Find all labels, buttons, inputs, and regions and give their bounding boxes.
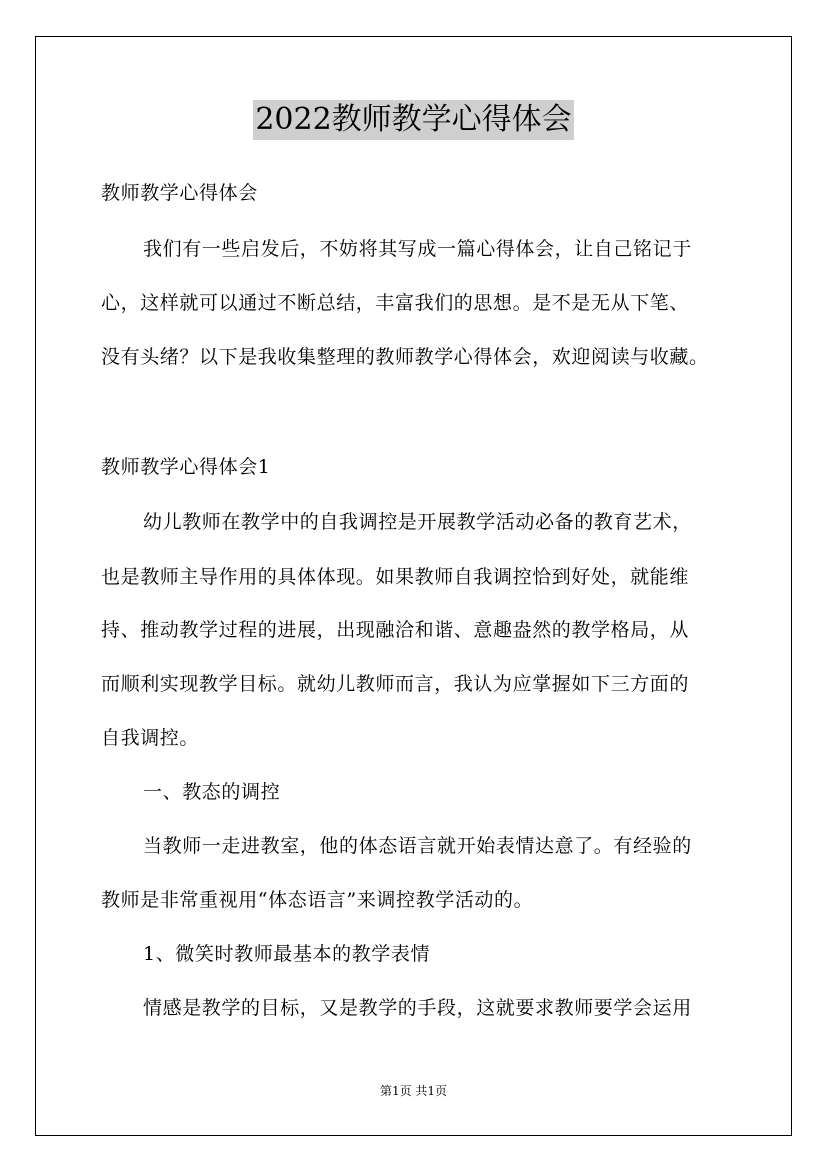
paragraph-line: 持、推动教学过程的进展，出现融洽和谐、意趣盎然的教学格局，从: [101, 619, 690, 641]
subsection-heading: 一、教态的调控: [143, 781, 281, 803]
paragraph-line: 心，这样就可以通过不断总结，丰富我们的思想。是不是无从下笔、: [101, 292, 690, 314]
paragraph-line: 也是教师主导作用的具体体现。如果教师自我调控恰到好处，就能维: [101, 566, 690, 588]
paragraph-line: 当教师一走进教室，他的体态语言就开始表情达意了。有经验的: [143, 835, 692, 857]
paragraph-line: 幼儿教师在教学中的自我调控是开展教学活动必备的教育艺术，: [143, 511, 692, 533]
document-title: 2022教师教学心得体会: [253, 100, 573, 140]
paragraph-line: 情感是教学的目标，又是教学的手段，这就要求教师要学会运用: [143, 997, 692, 1019]
title-container: [0, 100, 827, 140]
paragraph-line: 没有头绪？以下是我收集整理的教师教学心得体会，欢迎阅读与收藏。: [101, 346, 709, 368]
subtitle-line: 教师教学心得体会: [101, 182, 258, 204]
page-footer: 第1页 共1页: [379, 1084, 448, 1098]
paragraph-line: 教师是非常重视用“体态语言”来调控教学活动的。: [101, 889, 534, 911]
paragraph-line: 自我调控。: [101, 727, 200, 749]
paragraph-line: 而顺利实现教学目标。就幼儿教师而言，我认为应掌握如下三方面的: [101, 673, 690, 695]
paragraph-line: 我们有一些启发后，不妨将其写成一篇心得体会，让自己铭记于: [143, 238, 692, 260]
section-heading: 教师教学心得体会1: [101, 456, 271, 478]
subsection-heading: 1、微笑时教师最基本的教学表情: [143, 943, 431, 965]
